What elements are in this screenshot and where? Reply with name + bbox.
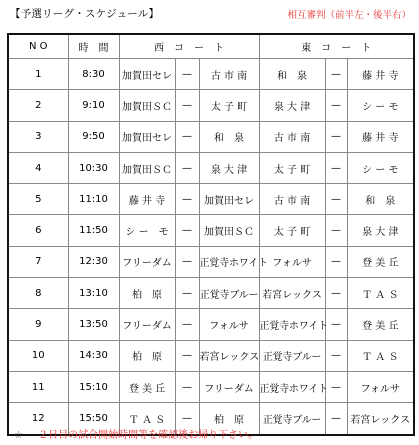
match-no: 2: [8, 90, 68, 121]
west-team-a: 加賀田ＳＣ: [119, 152, 175, 183]
match-no: 7: [8, 246, 68, 277]
east-team-b: フォルサ: [347, 371, 414, 402]
match-no: 8: [8, 278, 68, 309]
column-header-no: N O: [8, 34, 68, 59]
east-dash: —: [325, 403, 347, 435]
table-row: [8, 340, 414, 371]
east-dash: —: [325, 90, 347, 121]
east-team-a: 太 子 町: [259, 215, 325, 246]
west-team-a: フリーダム: [119, 309, 175, 340]
west-team-b: 泉 大 津: [199, 152, 259, 183]
west-team-b: 古 市 南: [199, 59, 259, 90]
east-dash: —: [325, 152, 347, 183]
east-team-a: 正覚寺ブルー: [259, 340, 325, 371]
table-row: [8, 121, 414, 152]
east-team-b: シ ー モ: [347, 152, 414, 183]
east-team-b: 登 美 丘: [347, 246, 414, 277]
west-team-b: フォルサ: [199, 309, 259, 340]
east-dash: —: [325, 215, 347, 246]
match-time: 11:10: [68, 184, 119, 215]
match-time: 8:30: [68, 59, 119, 90]
west-team-b: 柏 原: [199, 403, 259, 435]
west-team-a: 加賀田セレ: [119, 59, 175, 90]
west-team-a: 加賀田ＳＣ: [119, 90, 175, 121]
match-no: 4: [8, 152, 68, 183]
west-dash: —: [175, 309, 199, 340]
east-dash: —: [325, 184, 347, 215]
table-row: [8, 59, 414, 90]
table-row: [8, 90, 414, 121]
west-team-a: フリーダム: [119, 246, 175, 277]
table-header-row: [8, 34, 414, 59]
match-time: 12:30: [68, 246, 119, 277]
east-dash: —: [325, 246, 347, 277]
footer-note-text: ２日目の試合開始時間等を確認後お帰り下さい。: [38, 430, 259, 441]
match-time: 9:10: [68, 90, 119, 121]
schedule-body: [8, 59, 414, 435]
east-team-a: 泉 大 津: [259, 90, 325, 121]
table-row: [8, 278, 414, 309]
west-dash: —: [175, 59, 199, 90]
west-team-a: 登 美 丘: [119, 371, 175, 402]
table-row: [8, 215, 414, 246]
referee-note: 相互審判（前半左・後半右）: [287, 10, 411, 21]
east-dash: —: [325, 340, 347, 371]
column-header-west-court: 西 コ ー ト: [119, 34, 259, 59]
west-team-a: 柏 原: [119, 278, 175, 309]
west-team-b: 正覚寺ブルー: [199, 278, 259, 309]
west-team-b: 和 泉: [199, 121, 259, 152]
table-row: [8, 184, 414, 215]
west-dash: —: [175, 184, 199, 215]
east-team-a: 正覚寺ブルー: [259, 403, 325, 435]
west-team-a: 加賀田セレ: [119, 121, 175, 152]
east-team-a: 古 市 南: [259, 121, 325, 152]
west-team-a: シ ー モ: [119, 215, 175, 246]
east-dash: —: [325, 59, 347, 90]
west-team-b: 正覚寺ホワイト: [199, 246, 259, 277]
west-team-b: 若宮レックス: [199, 340, 259, 371]
match-time: 10:30: [68, 152, 119, 183]
match-no: 6: [8, 215, 68, 246]
east-team-a: 正覚寺ホワイト: [259, 309, 325, 340]
star-icon: ☆: [14, 430, 23, 441]
table-row: [8, 152, 414, 183]
west-team-a: 柏 原: [119, 340, 175, 371]
east-dash: —: [325, 309, 347, 340]
match-no: 3: [8, 121, 68, 152]
east-team-b: 和 泉: [347, 184, 414, 215]
east-team-b: 藤 井 寺: [347, 59, 414, 90]
east-team-a: 若宮レックス: [259, 278, 325, 309]
east-team-a: フォルサ: [259, 246, 325, 277]
east-team-b: Ｔ Ａ Ｓ: [347, 278, 414, 309]
table-row: [8, 246, 414, 277]
schedule-table: [7, 33, 415, 436]
east-team-b: 泉 大 津: [347, 215, 414, 246]
match-time: 9:50: [68, 121, 119, 152]
east-team-a: 正覚寺ホワイト: [259, 371, 325, 402]
match-no: 10: [8, 340, 68, 371]
page-title: 【予選リーグ・スケジュール】: [10, 8, 160, 20]
west-dash: —: [175, 246, 199, 277]
west-dash: —: [175, 121, 199, 152]
table-row: [8, 309, 414, 340]
table-row: [8, 371, 414, 402]
match-time: 15:50: [68, 403, 119, 435]
west-dash: —: [175, 152, 199, 183]
match-no: 12: [8, 403, 68, 435]
east-team-b: 若宮レックス: [347, 403, 414, 435]
east-team-b: シ ー モ: [347, 90, 414, 121]
column-header-east-court: 東 コ ー ト: [259, 34, 414, 59]
east-team-a: 古 市 南: [259, 184, 325, 215]
match-no: 1: [8, 59, 68, 90]
west-team-b: 加賀田ＳＣ: [199, 215, 259, 246]
west-team-b: 太 子 町: [199, 90, 259, 121]
west-team-b: フリーダム: [199, 371, 259, 402]
east-dash: —: [325, 371, 347, 402]
match-time: 11:50: [68, 215, 119, 246]
match-no: 5: [8, 184, 68, 215]
east-team-a: 和 泉: [259, 59, 325, 90]
page-header: [10, 6, 415, 24]
east-dash: —: [325, 121, 347, 152]
west-dash: —: [175, 371, 199, 402]
east-team-b: 藤 井 寺: [347, 121, 414, 152]
west-dash: —: [175, 90, 199, 121]
match-time: 14:30: [68, 340, 119, 371]
east-team-a: 太 子 町: [259, 152, 325, 183]
match-time: 13:50: [68, 309, 119, 340]
west-team-a: Ｔ Ａ Ｓ: [119, 403, 175, 435]
east-team-b: 登 美 丘: [347, 309, 414, 340]
west-team-b: 加賀田セレ: [199, 184, 259, 215]
match-no: 11: [8, 371, 68, 402]
west-dash: —: [175, 215, 199, 246]
east-team-b: Ｔ Ａ Ｓ: [347, 340, 414, 371]
west-dash: —: [175, 340, 199, 371]
match-no: 9: [8, 309, 68, 340]
west-team-a: 藤 井 寺: [119, 184, 175, 215]
column-header-time: 時 間: [68, 34, 119, 59]
match-time: 15:10: [68, 371, 119, 402]
west-dash: —: [175, 403, 199, 435]
east-dash: —: [325, 278, 347, 309]
west-dash: —: [175, 278, 199, 309]
footer-note: [14, 426, 258, 441]
match-time: 13:10: [68, 278, 119, 309]
